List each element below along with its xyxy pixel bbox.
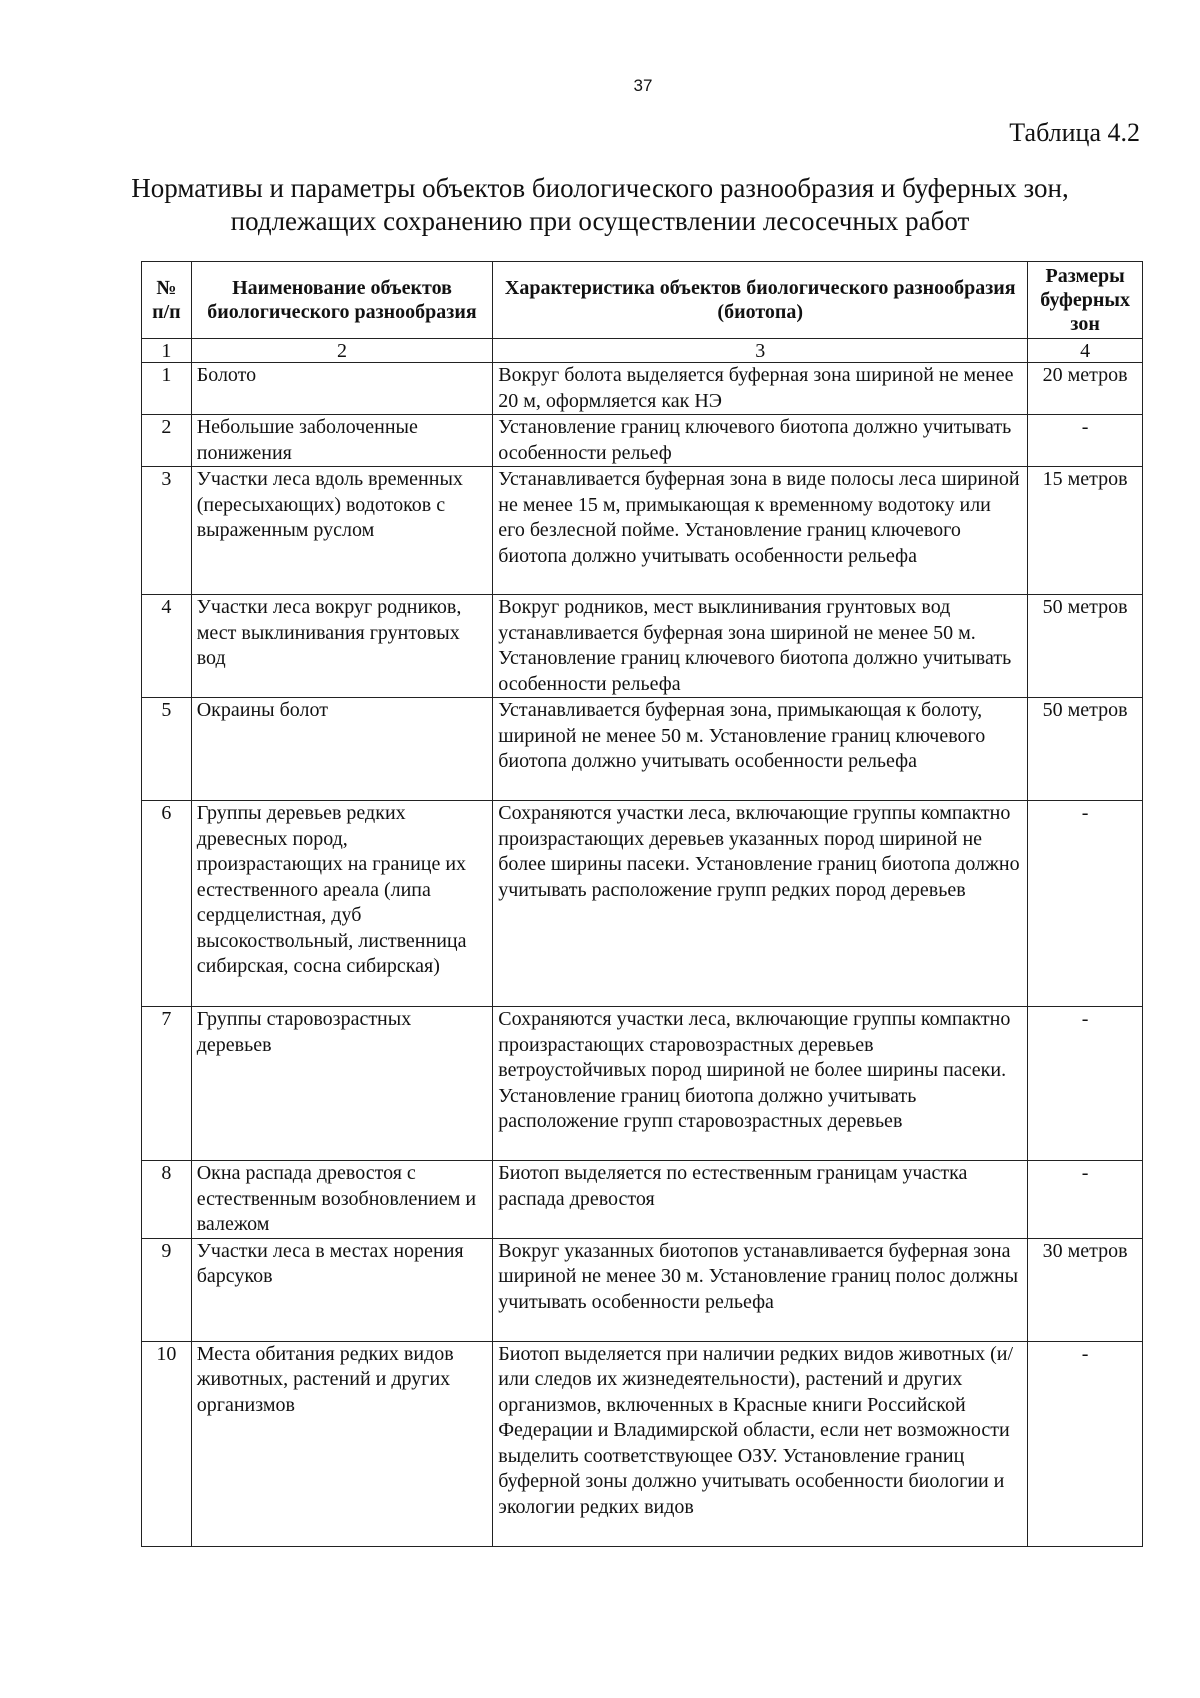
characteristics-cell: Вокруг указанных биотопов устанавливается буферная зона шириной не менее 30 м. Установление границ полос должны учитывать особенности рельефа bbox=[493, 1238, 1028, 1341]
table-row bbox=[142, 363, 1143, 415]
object-name-cell: Группы деревьев редких древесных пород, произрастающих на границе их естественного ареала (липа сердцелистная, дуб высокоствольный, лиственница сибирская, сосна сибирская) bbox=[191, 801, 493, 1007]
table-row bbox=[142, 467, 1143, 595]
row-number: 3 bbox=[142, 467, 192, 595]
buffer-size-cell: 50 метров bbox=[1028, 595, 1143, 698]
header-object-name: Наименование объектов биологического разнообразия bbox=[191, 262, 493, 339]
column-index-row bbox=[142, 339, 1143, 363]
row-number: 8 bbox=[142, 1161, 192, 1239]
object-name-cell: Группы старовозрастных деревьев bbox=[191, 1007, 493, 1161]
characteristics-cell: Биотоп выделяется при наличии редких видов животных (и/или следов их жизнедеятельности), растений и других организмов, включенных в Красные книги Российской Федерации и Владимирской области, если нет возможности выделить соответствующее ОЗУ. Установление границ буферной зоны должно учитывать особенности биологии и экологии редких видов bbox=[493, 1341, 1028, 1546]
column-index: 2 bbox=[191, 339, 493, 363]
characteristics-cell: Биотоп выделяется по естественным границам участка распада древостоя bbox=[493, 1161, 1028, 1239]
characteristics-cell: Сохраняются участки леса, включающие группы компактно произрастающих деревьев указанных пород шириной не более ширины пасеки. Установление границ биотопа должно учитывать расположение групп редких пород деревьев bbox=[493, 801, 1028, 1007]
document-title-line-1: Нормативы и параметры объектов биологического разнообразия и буферных зон, bbox=[131, 173, 1069, 203]
table-row bbox=[142, 1161, 1143, 1239]
object-name-cell: Окна распада древостоя с естественным возобновлением и валежом bbox=[191, 1161, 493, 1239]
characteristics-cell: Вокруг болота выделяется буферная зона шириной не менее 20 м, оформляется как НЭ bbox=[493, 363, 1028, 415]
table-header-row bbox=[142, 262, 1143, 339]
table-row bbox=[142, 1341, 1143, 1546]
object-name-cell: Участки леса в местах норения барсуков bbox=[191, 1238, 493, 1341]
column-index: 3 bbox=[493, 339, 1028, 363]
object-name-cell: Участки леса вдоль временных (пересыхающих) водотоков с выраженным руслом bbox=[191, 467, 493, 595]
document-title-line-2: подлежащих сохранению при осуществлении лесосечных работ bbox=[230, 206, 970, 236]
buffer-size-cell: 15 метров bbox=[1028, 467, 1143, 595]
row-number: 7 bbox=[142, 1007, 192, 1161]
buffer-size-cell: 20 метров bbox=[1028, 363, 1143, 415]
row-number: 2 bbox=[142, 415, 192, 467]
table-row bbox=[142, 1238, 1143, 1341]
row-number: 5 bbox=[142, 698, 192, 801]
header-number: № п/п bbox=[142, 262, 192, 339]
row-number: 9 bbox=[142, 1238, 192, 1341]
table-row bbox=[142, 698, 1143, 801]
biodiversity-norms-table bbox=[141, 261, 1143, 1547]
characteristics-cell: Устанавливается буферная зона в виде полосы леса шириной не менее 15 м, примыкающая к временному водотоку или его безлесной пойме. Установление границ ключевого биотопа должно учитывать особенности рельефа bbox=[493, 467, 1028, 595]
table-label: Таблица 4.2 bbox=[1009, 118, 1140, 147]
object-name-cell: Окраины болот bbox=[191, 698, 493, 801]
column-index: 1 bbox=[142, 339, 192, 363]
buffer-size-cell: 50 метров bbox=[1028, 698, 1143, 801]
object-name-cell: Места обитания редких видов животных, растений и других организмов bbox=[191, 1341, 493, 1546]
buffer-size-cell: - bbox=[1028, 415, 1143, 467]
row-number: 6 bbox=[142, 801, 192, 1007]
characteristics-cell: Устанавливается буферная зона, примыкающая к болоту, шириной не менее 50 м. Установление границ ключевого биотопа должно учитывать особенности рельефа bbox=[493, 698, 1028, 801]
characteristics-cell: Сохраняются участки леса, включающие группы компактно произрастающих старовозрастных деревьев ветроустойчивых пород шириной не более ширины пасеки. Установление границ биотопа должно учитывать расположение групп старовозрастных деревьев bbox=[493, 1007, 1028, 1161]
page-number: 37 bbox=[633, 76, 653, 95]
row-number: 4 bbox=[142, 595, 192, 698]
object-name-cell: Небольшие заболоченные понижения bbox=[191, 415, 493, 467]
row-number: 1 bbox=[142, 363, 192, 415]
column-index: 4 bbox=[1028, 339, 1143, 363]
table-row bbox=[142, 415, 1143, 467]
buffer-size-cell: 30 метров bbox=[1028, 1238, 1143, 1341]
object-name-cell: Болото bbox=[191, 363, 493, 415]
characteristics-cell: Установление границ ключевого биотопа должно учитывать особенности рельеф bbox=[493, 415, 1028, 467]
table-row bbox=[142, 595, 1143, 698]
row-number: 10 bbox=[142, 1341, 192, 1546]
document-title bbox=[0, 172, 1200, 238]
object-name-cell: Участки леса вокруг родников, мест выклинивания грунтовых вод bbox=[191, 595, 493, 698]
characteristics-cell: Вокруг родников, мест выклинивания грунтовых вод устанавливается буферная зона шириной не менее 50 м. Установление границ ключевого биотопа должно учитывать особенности рельефа bbox=[493, 595, 1028, 698]
header-characteristics: Характеристика объектов биологического разнообразия (биотопа) bbox=[493, 262, 1028, 339]
buffer-size-cell: - bbox=[1028, 1161, 1143, 1239]
buffer-size-cell: - bbox=[1028, 801, 1143, 1007]
table-row bbox=[142, 1007, 1143, 1161]
buffer-size-cell: - bbox=[1028, 1007, 1143, 1161]
header-buffer-size: Размеры буферных зон bbox=[1028, 262, 1143, 339]
buffer-size-cell: - bbox=[1028, 1341, 1143, 1546]
table-row bbox=[142, 801, 1143, 1007]
